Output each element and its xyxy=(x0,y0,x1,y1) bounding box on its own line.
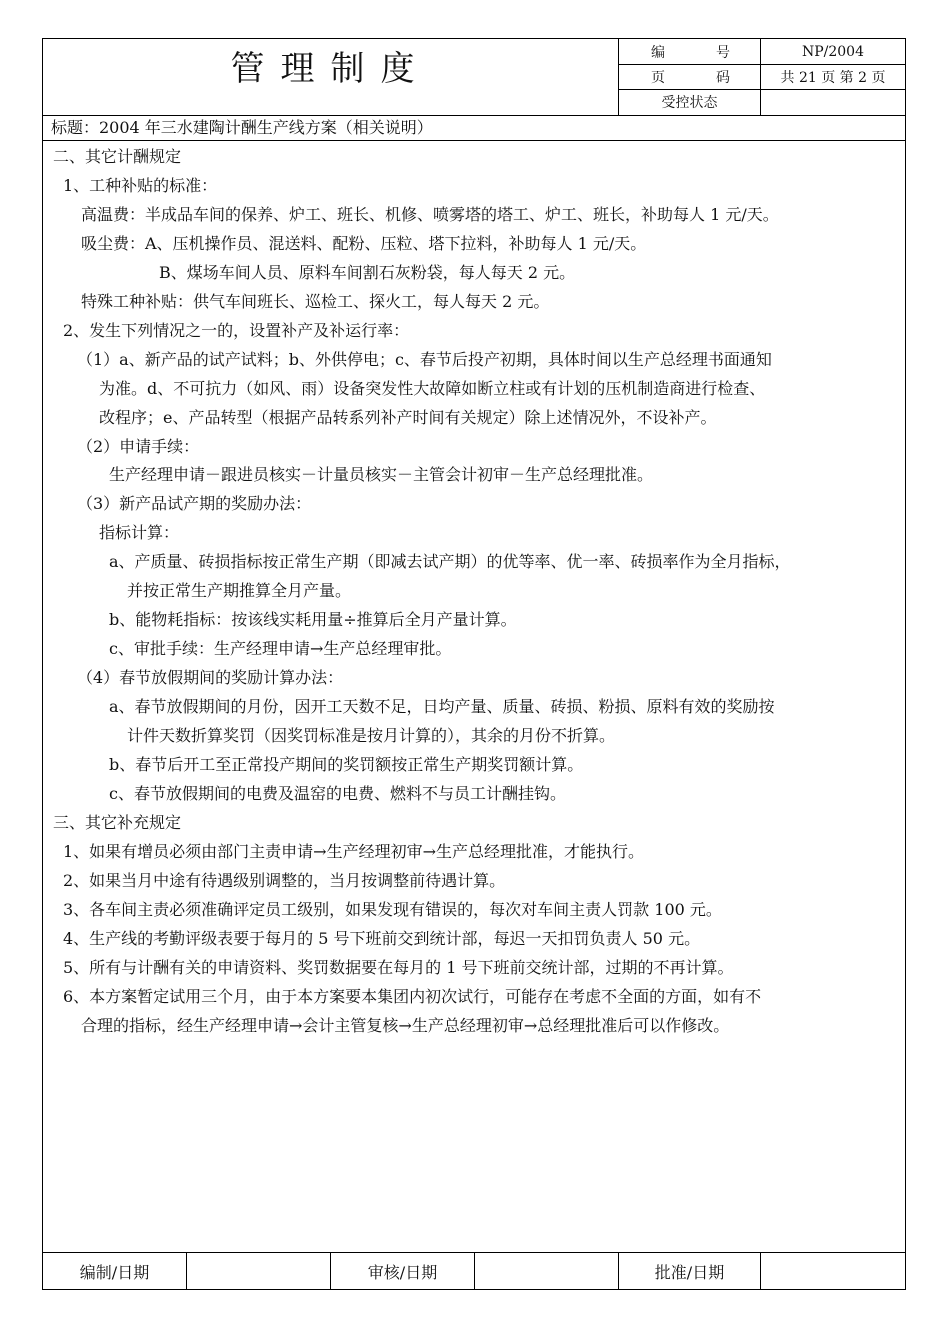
footer-cell-reviewed-value xyxy=(475,1253,619,1289)
footer-label-approved: 批准/日期 xyxy=(619,1253,761,1289)
body-line: 吸尘费：A、压机操作员、混送料、配粉、压粒、塔下拉料，补助每人 1 元/天。 xyxy=(81,234,647,253)
meta-row-page xyxy=(619,64,905,90)
meta-label-part: 编 xyxy=(651,44,665,61)
footer-cell-prepared-value xyxy=(187,1253,331,1289)
body-line: 为准。d、不可抗力（如风、雨）设备突发性大故障如断立柱或有计划的压机制造商进行检查、 xyxy=(99,379,766,398)
document-number: NP/2004 xyxy=(801,43,864,60)
body-line: 4、生产线的考勤评级表要于每月的 5 号下班前交到统计部，每迟一天扣罚负责人 50 元。 xyxy=(63,929,701,948)
control-status-value xyxy=(761,89,905,115)
body-line: a、产质量、砖损指标按正常生产期（即减去试产期）的优等率、优一率、砖损率作为全月指标， xyxy=(109,552,791,571)
body-line: B、煤场车间人员、原料车间割石灰粉袋，每人每天 2 元。 xyxy=(159,263,576,282)
meta-label-part: 码 xyxy=(716,69,730,86)
body-line: 6、本方案暂定试用三个月，由于本方案要本集团内初次试行，可能存在考虑不全面的方面，如有不 xyxy=(63,987,762,1006)
meta-label: 受控状态 xyxy=(619,89,761,115)
body-line: 3、各车间主责必须准确评定员工级别，如果发现有错误的，每次对车间主责人罚款 100 元。 xyxy=(63,900,722,919)
footer-label-reviewed: 审核/日期 xyxy=(331,1253,475,1289)
meta-row-control-status xyxy=(619,89,905,115)
body-line: 计件天数折算奖罚（因奖罚标准是按月计算的），其余的月份不折算。 xyxy=(127,726,616,745)
body-line: 高温费：半成品车间的保养、炉工、班长、机修、喷雾塔的塔工、炉工、班长，补助每人 1 元/天。 xyxy=(81,205,779,224)
document-subject: 标题：2004 年三水建陶计酬生产线方案（相关说明） xyxy=(43,115,905,141)
meta-label xyxy=(619,64,761,89)
body-line: （4）春节放假期间的奖励计算办法： xyxy=(77,668,344,687)
body-line: 合理的指标，经生产经理申请→会计主管复核→生产总经理初审→总经理批准后可以作修改。 xyxy=(81,1016,730,1035)
footer-label-prepared: 编制/日期 xyxy=(43,1253,187,1289)
body-line: （1）a、新产品的试产试料；b、外供停电；c、春节后投产初期，具体时间以生产总经理书面通知 xyxy=(77,350,772,369)
body-line: 5、所有与计酬有关的申请资料、奖罚数据要在每月的 1 号下班前交统计部，过期的不再计算。 xyxy=(63,958,734,977)
page-count: 共 21 页 第 2 页 xyxy=(780,69,886,86)
document-body xyxy=(43,142,905,1252)
document-meta-table xyxy=(619,39,905,115)
body-line: （3）新产品试产期的奖励办法： xyxy=(77,494,312,513)
body-line: c、审批手续：生产经理申请→生产总经理审批。 xyxy=(109,639,452,658)
meta-label-part: 号 xyxy=(716,44,730,61)
meta-label-part: 页 xyxy=(651,69,665,86)
meta-label xyxy=(619,39,761,64)
section-heading: 三、其它补充规定 xyxy=(53,813,182,832)
body-line: 1、工种补贴的标准： xyxy=(63,176,218,195)
body-line: 特殊工种补贴：供气车间班长、巡检工、探火工，每人每天 2 元。 xyxy=(81,292,550,311)
body-line: 改程序；e、产品转型（根据产品转系列补产时间有关规定）除上述情况外，不设补产。 xyxy=(99,408,717,427)
document-frame xyxy=(42,38,906,1290)
body-line: b、能物耗指标：按该线实耗用量÷推算后全月产量计算。 xyxy=(109,610,517,629)
body-line: 生产经理申请－跟进员核实－计量员核实－主管会计初审－生产总经理批准。 xyxy=(109,465,654,484)
body-line: b、春节后开工至正常投产期间的奖罚额按正常生产期奖罚额计算。 xyxy=(109,755,584,774)
section-heading: 二、其它计酬规定 xyxy=(53,147,182,166)
document-header xyxy=(43,39,905,116)
body-line: 指标计算： xyxy=(99,523,180,542)
body-line: c、春节放假期间的电费及温窑的电费、燃料不与员工计酬挂钩。 xyxy=(109,784,566,803)
document-title: 管理制度 xyxy=(43,39,619,115)
body-line: 并按正常生产期推算全月产量。 xyxy=(127,581,352,600)
body-line: a、春节放假期间的月份，因开工天数不足，日均产量、质量、砖损、粉损、原料有效的奖励按 xyxy=(109,697,775,716)
footer-cell-approved-value xyxy=(761,1253,905,1289)
meta-row-number xyxy=(619,39,905,65)
body-line: （2）申请手续： xyxy=(77,437,200,456)
body-line: 2、发生下列情况之一的，设置补产及补运行率： xyxy=(63,321,410,340)
body-line: 1、如果有增员必须由部门主责申请→生产经理初审→生产总经理批准，才能执行。 xyxy=(63,842,644,861)
body-line: 2、如果当月中途有待遇级别调整的，当月按调整前待遇计算。 xyxy=(63,871,506,890)
signature-footer xyxy=(43,1252,905,1289)
